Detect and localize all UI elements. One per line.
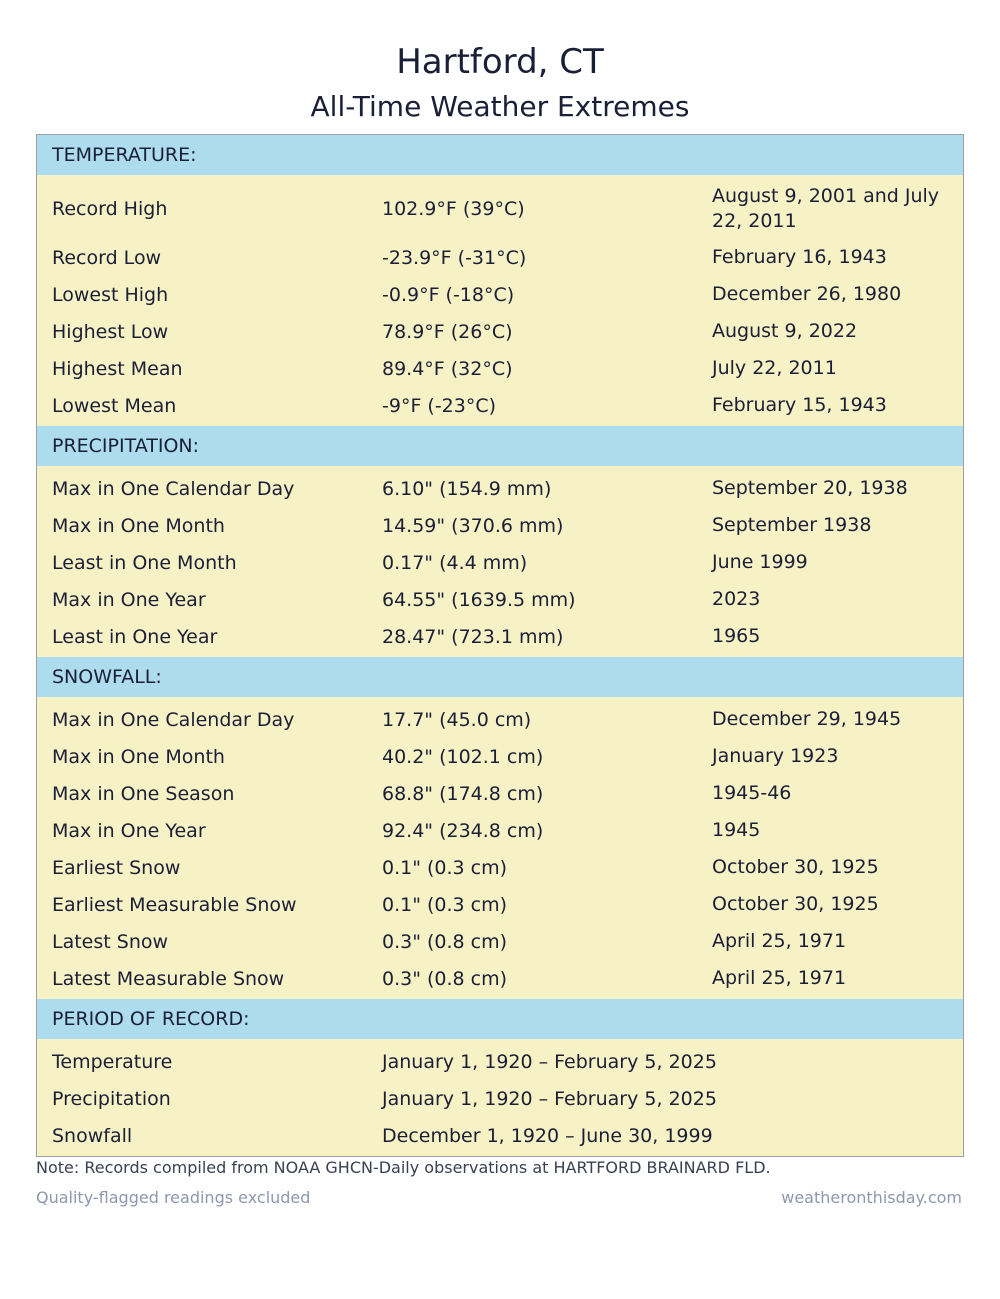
table-row <box>37 812 963 849</box>
row-date: 1945-46 <box>712 782 792 804</box>
period-rows <box>37 1039 963 1156</box>
table-row <box>37 350 963 387</box>
row-value: 0.3" (0.8 cm) <box>382 930 508 953</box>
quality-note: Quality-flagged readings excluded <box>36 1188 311 1207</box>
row-date: August 9, 2022 <box>712 320 858 342</box>
row-value: 28.47" (723.1 mm) <box>382 625 564 648</box>
table-row <box>37 507 963 544</box>
table-row <box>37 470 963 507</box>
snowfall-rows <box>37 697 963 999</box>
row-label: Earliest Snow <box>52 856 181 879</box>
table-row <box>37 1043 963 1080</box>
table-row <box>37 1117 963 1154</box>
row-label: Lowest Mean <box>52 394 177 417</box>
row-date: October 30, 1925 <box>712 856 879 878</box>
table-row <box>37 886 963 923</box>
page-title: Hartford, CT <box>396 42 604 82</box>
row-period: January 1, 1920 – February 5, 2025 <box>382 1087 717 1110</box>
row-label: Precipitation <box>52 1087 171 1110</box>
row-label: Lowest High <box>52 283 169 306</box>
row-period: January 1, 1920 – February 5, 2025 <box>382 1050 717 1073</box>
table-row <box>37 313 963 350</box>
row-label: Max in One Month <box>52 514 225 537</box>
table-row <box>37 179 963 239</box>
row-label: Highest Low <box>52 320 169 343</box>
row-label: Record High <box>52 198 168 220</box>
row-date: 1965 <box>712 625 761 647</box>
row-value: 102.9°F (39°C) <box>382 198 525 220</box>
row-date: October 30, 1925 <box>712 893 879 915</box>
table-row <box>37 849 963 886</box>
row-value: 6.10" (154.9 mm) <box>382 477 552 500</box>
row-value: 0.1" (0.3 cm) <box>382 856 508 879</box>
table-row <box>37 239 963 276</box>
row-date: April 25, 1971 <box>712 930 847 952</box>
row-label: Snowfall <box>52 1124 133 1147</box>
table-row <box>37 276 963 313</box>
row-date: July 22, 2011 <box>712 357 837 379</box>
row-date: 2023 <box>712 588 761 610</box>
row-date: January 1923 <box>712 745 839 767</box>
row-value: 40.2" (102.1 cm) <box>382 745 544 768</box>
table-row <box>37 387 963 424</box>
row-date: February 15, 1943 <box>712 394 887 416</box>
row-label: Max in One Year <box>52 819 206 842</box>
row-value: 0.3" (0.8 cm) <box>382 967 508 990</box>
row-label: Earliest Measurable Snow <box>52 893 297 916</box>
row-label: Max in One Calendar Day <box>52 477 295 500</box>
row-label: Latest Measurable Snow <box>52 967 285 990</box>
table-row <box>37 775 963 812</box>
extremes-table <box>36 134 964 1157</box>
source-note: Note: Records compiled from NOAA GHCN-Daily observations at HARTFORD BRAINARD FLD. <box>36 1158 771 1177</box>
row-value: 14.59" (370.6 mm) <box>382 514 564 537</box>
table-row <box>37 738 963 775</box>
row-value: 0.1" (0.3 cm) <box>382 893 508 916</box>
row-label: Highest Mean <box>52 357 183 380</box>
row-date: December 29, 1945 <box>712 708 902 730</box>
table-row <box>37 1080 963 1117</box>
row-date: 1945 <box>712 819 761 841</box>
table-row <box>37 701 963 738</box>
table-row <box>37 581 963 618</box>
precipitation-rows <box>37 466 963 657</box>
table-row <box>37 960 963 997</box>
row-value: 64.55" (1639.5 mm) <box>382 588 576 611</box>
row-date: December 26, 1980 <box>712 283 902 305</box>
temperature-rows <box>37 175 963 426</box>
section-header-period-of-record: PERIOD OF RECORD: <box>37 999 963 1039</box>
row-value: 89.4°F (32°C) <box>382 357 513 380</box>
row-date: September 20, 1938 <box>712 477 908 499</box>
row-value: -23.9°F (-31°C) <box>382 246 527 269</box>
row-label: Latest Snow <box>52 930 169 953</box>
row-label: Least in One Year <box>52 625 218 648</box>
table-row <box>37 544 963 581</box>
table-row <box>37 923 963 960</box>
row-value: 0.17" (4.4 mm) <box>382 551 528 574</box>
page-subtitle: All-Time Weather Extremes <box>310 90 690 123</box>
row-value: 68.8" (174.8 cm) <box>382 782 544 805</box>
row-date: June 1999 <box>712 551 808 573</box>
section-header-snowfall: SNOWFALL: <box>37 657 963 697</box>
row-value: 78.9°F (26°C) <box>382 320 513 343</box>
row-label: Max in One Year <box>52 588 206 611</box>
row-label: Temperature <box>52 1050 173 1073</box>
row-label: Record Low <box>52 246 162 269</box>
section-header-temperature: TEMPERATURE: <box>37 135 963 175</box>
row-date: September 1938 <box>712 514 872 536</box>
row-date: February 16, 1943 <box>712 246 887 268</box>
row-period: December 1, 1920 – June 30, 1999 <box>382 1124 713 1147</box>
row-label: Max in One Month <box>52 745 225 768</box>
site-credit: weatheronthisday.com <box>781 1188 962 1207</box>
row-value: -9°F (-23°C) <box>382 394 497 417</box>
row-date: April 25, 1971 <box>712 967 847 989</box>
row-label: Least in One Month <box>52 551 237 574</box>
row-value: 17.7" (45.0 cm) <box>382 708 532 731</box>
row-label: Max in One Calendar Day <box>52 708 295 731</box>
row-value: -0.9°F (-18°C) <box>382 283 515 306</box>
row-date: August 9, 2001 and July 22, 2011 <box>712 185 940 232</box>
table-row <box>37 618 963 655</box>
row-value: 92.4" (234.8 cm) <box>382 819 544 842</box>
row-label: Max in One Season <box>52 782 235 805</box>
section-header-precipitation: PRECIPITATION: <box>37 426 963 466</box>
